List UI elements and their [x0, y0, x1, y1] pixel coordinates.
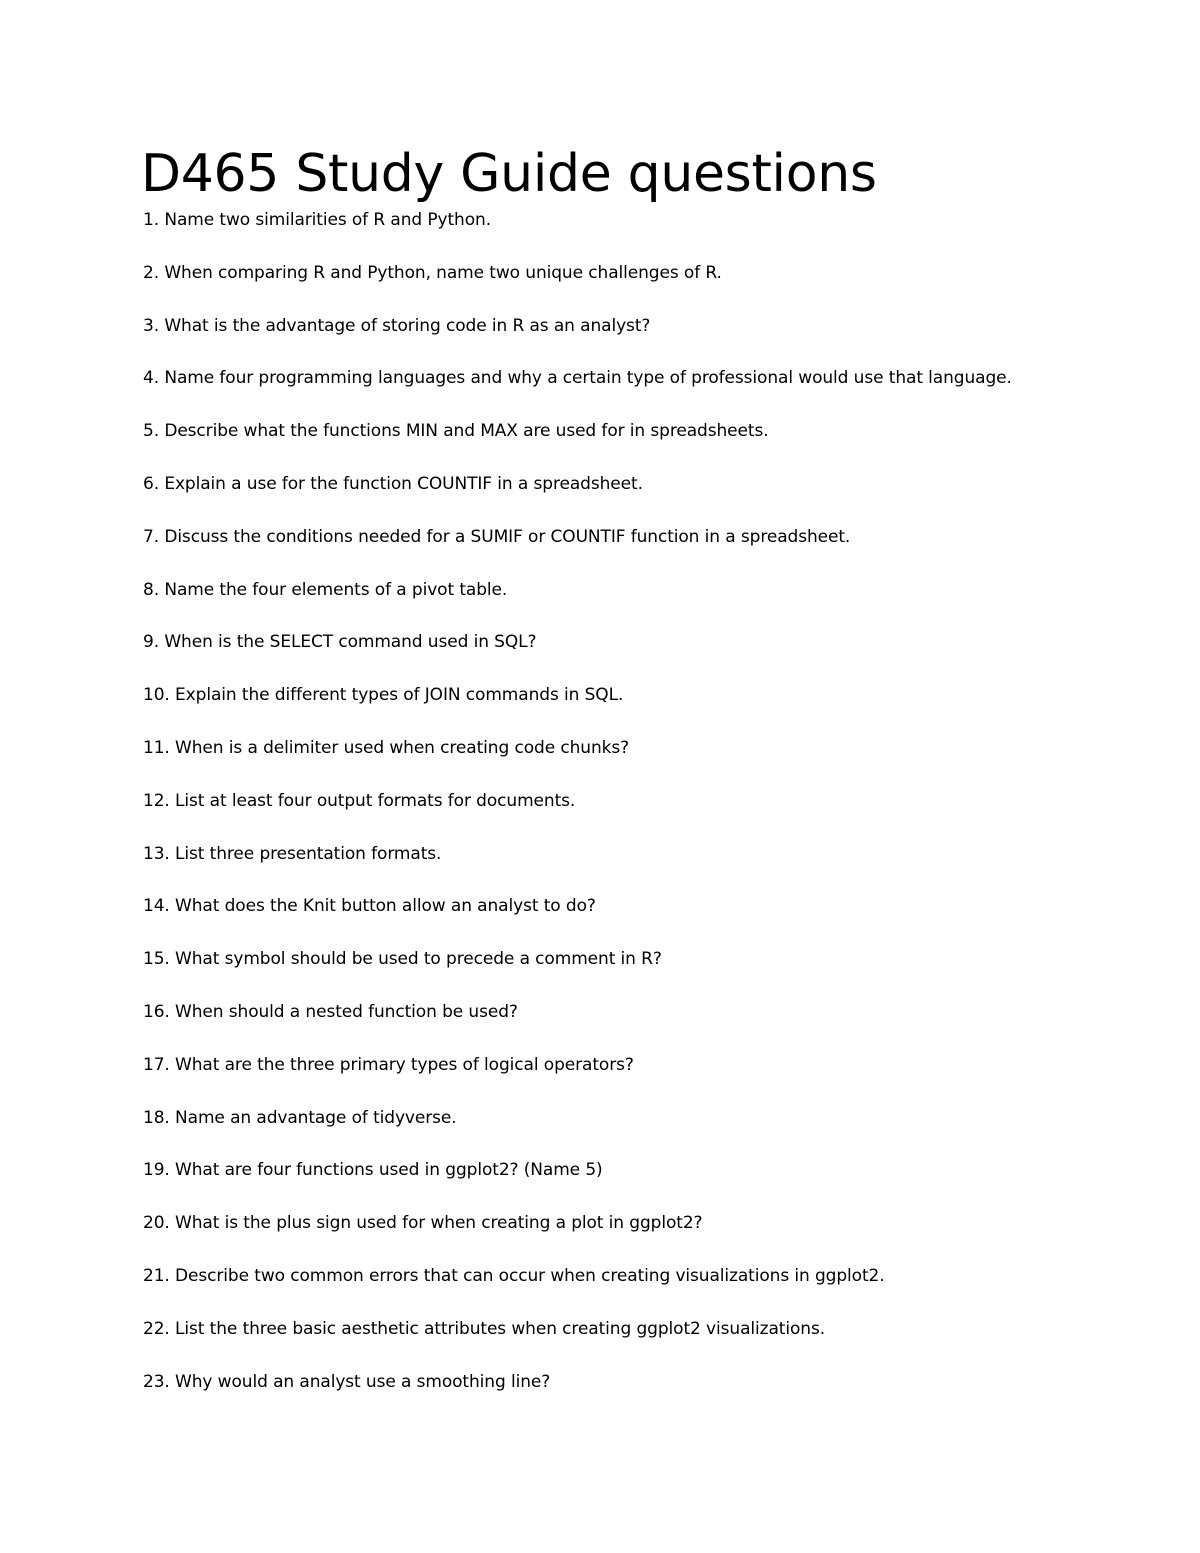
question-item-10: 10. Explain the different types of JOIN commands in SQL.: [143, 685, 624, 706]
question-item-19: 19. What are four functions used in ggplot2? (Name 5): [143, 1160, 603, 1181]
question-item-20: 20. What is the plus sign used for when creating a plot in ggplot2?: [143, 1213, 703, 1234]
question-item-2: 2. When comparing R and Python, name two unique challenges of R.: [143, 262, 722, 283]
question-item-5: 5. Describe what the functions MIN and MAX are used for in spreadsheets.: [143, 421, 769, 442]
question-item-14: 14. What does the Knit button allow an analyst to do?: [143, 896, 596, 917]
question-item-21: 21. Describe two common errors that can occur when creating visualizations in ggplot2.: [143, 1265, 885, 1286]
question-list: [143, 207, 1163, 1421]
question-item-13: 13. List three presentation formats.: [143, 843, 442, 864]
question-item-12: 12. List at least four output formats for documents.: [143, 790, 576, 811]
question-item-1: 1. Name two similarities of R and Python.: [143, 210, 492, 230]
question-item-23: 23. Why would an analyst use a smoothing line?: [143, 1371, 551, 1392]
question-item-16: 16. When should a nested function be used?: [143, 1001, 518, 1022]
question-item-8: 8. Name the four elements of a pivot table.: [143, 579, 508, 600]
question-item-11: 11. When is a delimiter used when creating code chunks?: [143, 737, 630, 758]
page-title: D465 Study Guide questions: [141, 144, 877, 204]
question-item-3: 3. What is the advantage of storing code in R as an analyst?: [143, 315, 651, 336]
question-item-6: 6. Explain a use for the function COUNTIF in a spreadsheet.: [143, 473, 643, 494]
question-item-7: 7. Discuss the conditions needed for a SUMIF or COUNTIF function in a spreadsheet.: [143, 526, 851, 547]
question-item-22: 22. List the three basic aesthetic attributes when creating ggplot2 visualizations.: [143, 1318, 826, 1339]
question-item-9: 9. When is the SELECT command used in SQL?: [143, 632, 537, 653]
question-item-17: 17. What are the three primary types of logical operators?: [143, 1054, 634, 1075]
question-item-4: 4. Name four programming languages and why a certain type of professional would use that language.: [143, 368, 1012, 389]
question-item-18: 18. Name an advantage of tidyverse.: [143, 1107, 457, 1128]
question-item-15: 15. What symbol should be used to precede a comment in R?: [143, 949, 662, 970]
